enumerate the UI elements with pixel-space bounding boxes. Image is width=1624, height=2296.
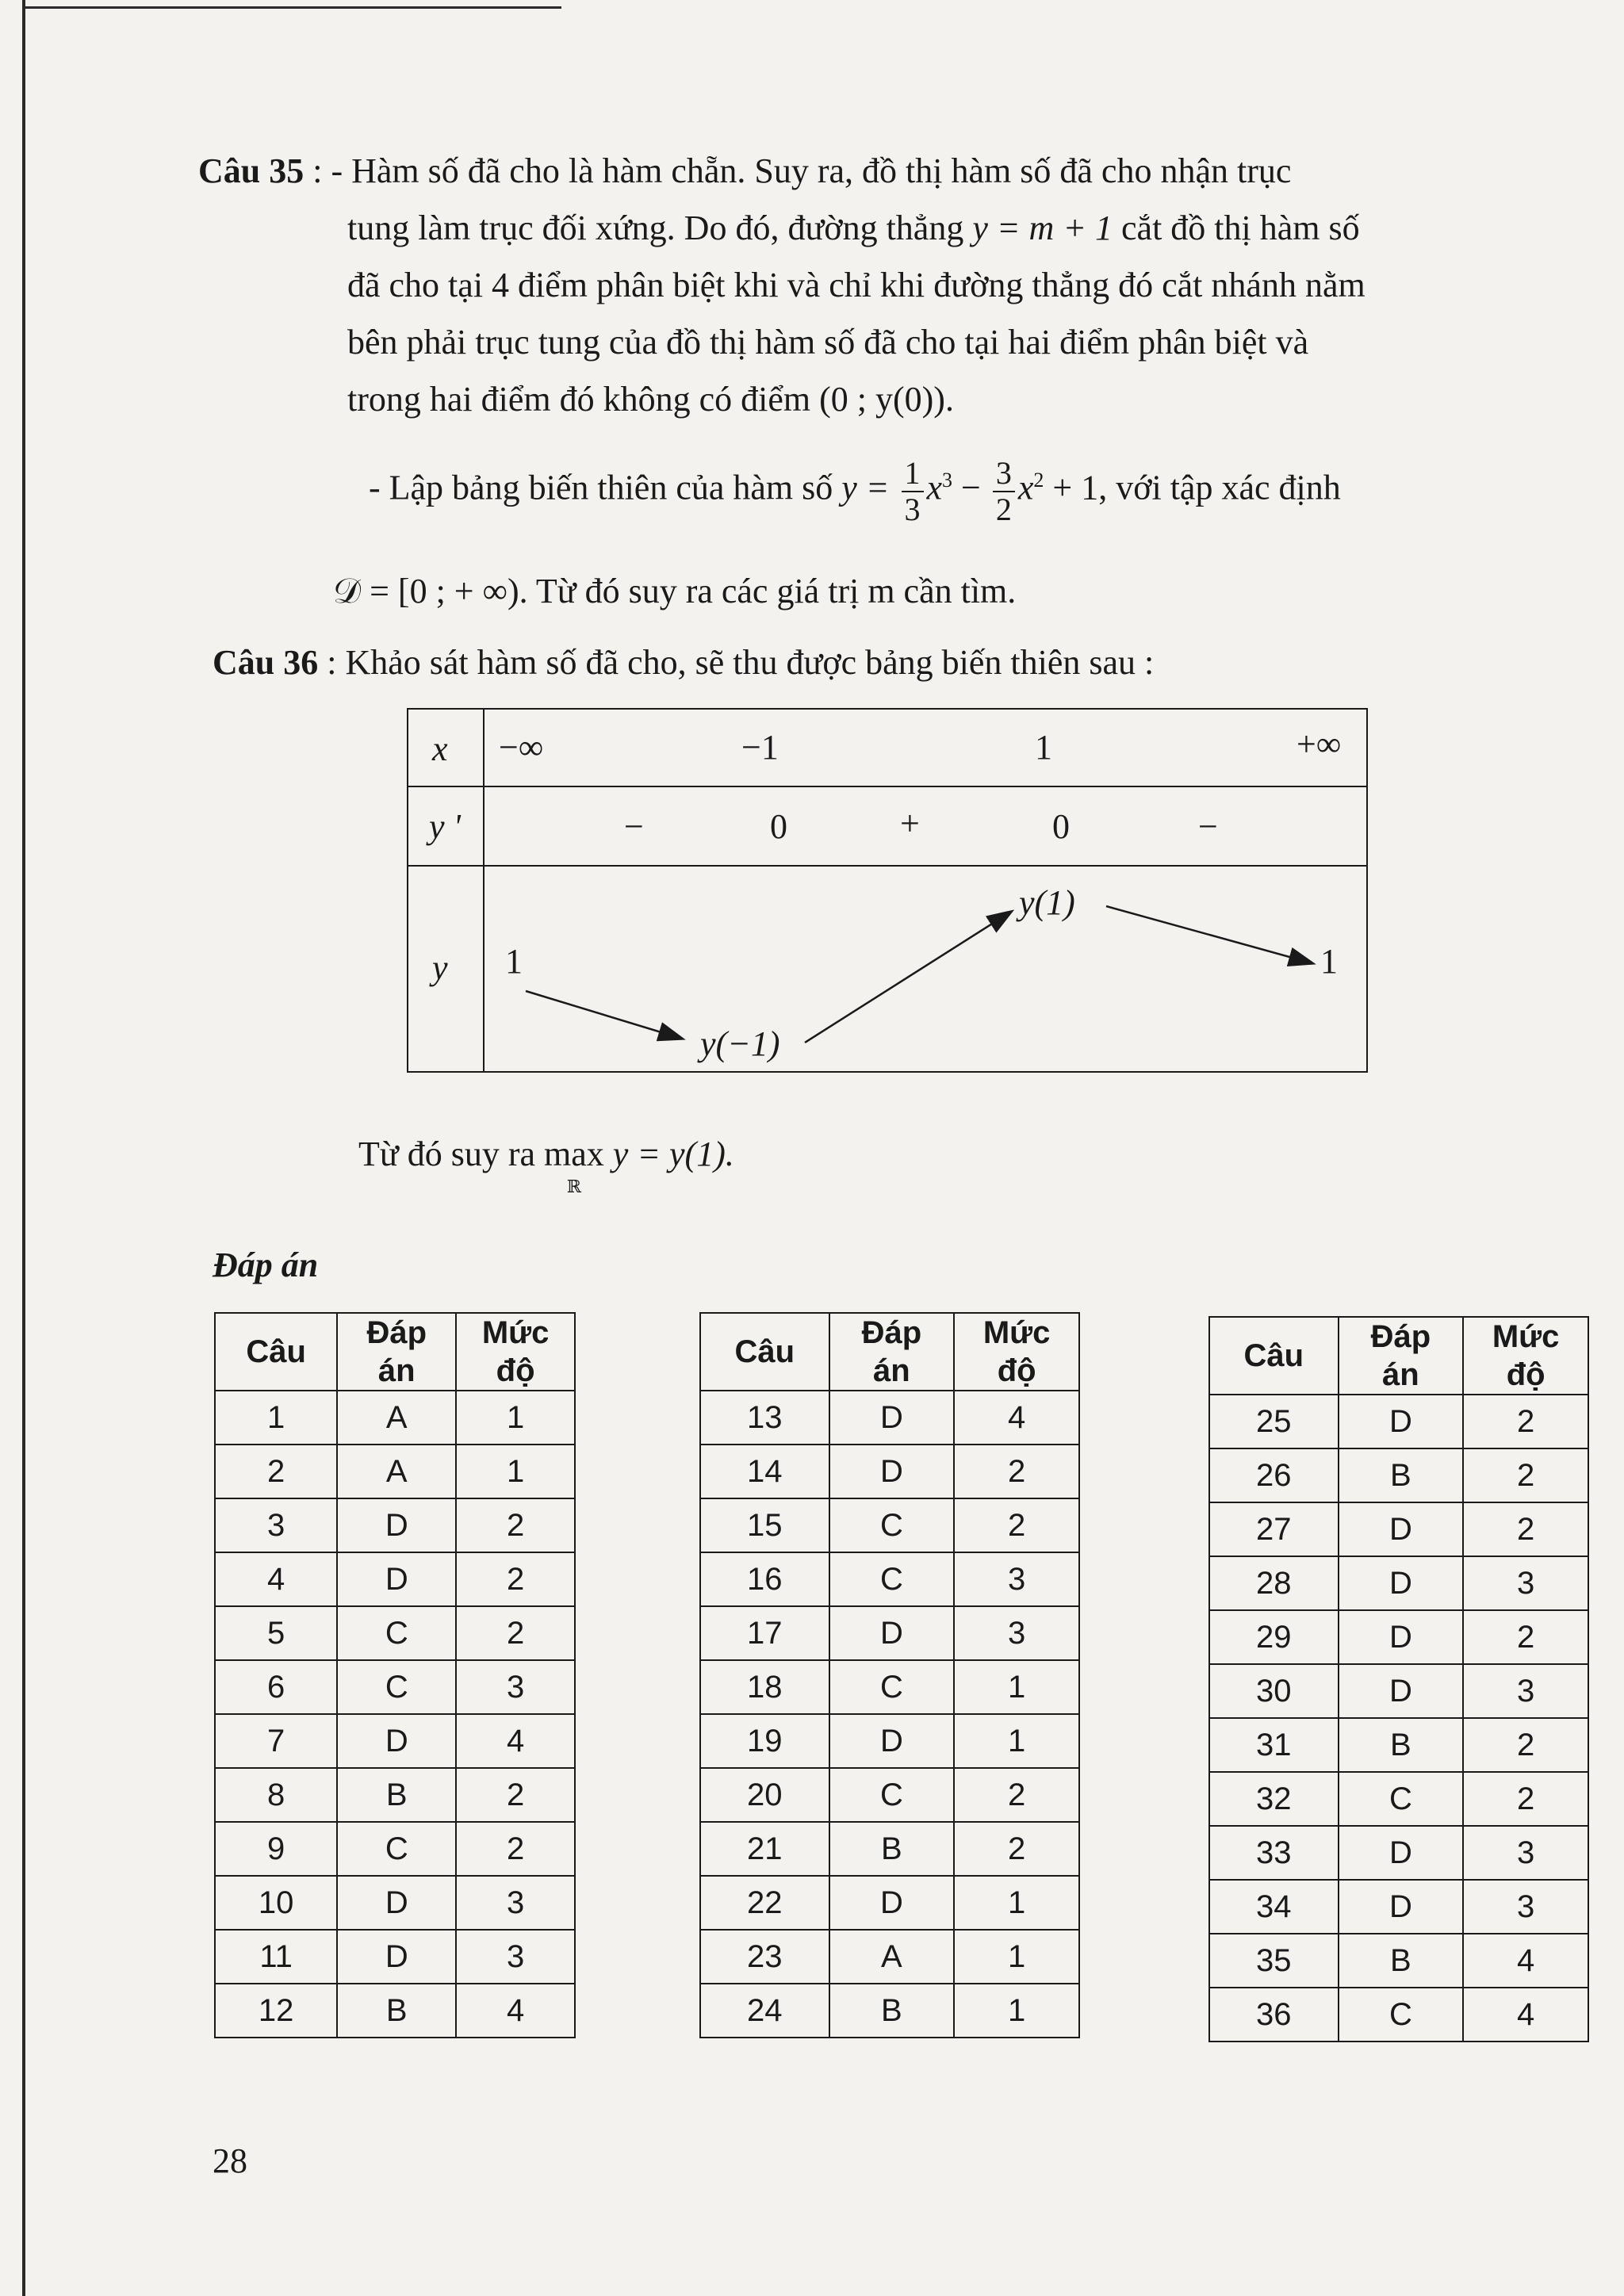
- answer-letter: C: [1339, 1988, 1464, 2042]
- table-row: [215, 1768, 575, 1822]
- vt-y-max: y(1): [1019, 883, 1075, 922]
- question-number: 1: [215, 1391, 337, 1445]
- difficulty-level: 3: [954, 1552, 1079, 1606]
- col-header-muc: Mức: [1492, 1319, 1560, 1354]
- vt-y-min: y(−1): [700, 1024, 780, 1063]
- answer-letter: D: [337, 1930, 456, 1984]
- table-row: [700, 1822, 1079, 1876]
- table-row: [215, 1714, 575, 1768]
- col-header-cau: Câu: [700, 1313, 829, 1391]
- difficulty-level: 1: [954, 1876, 1079, 1930]
- answer-table-2: [699, 1312, 1080, 2038]
- q35-label: Câu 35: [198, 151, 304, 190]
- question-number: 24: [700, 1984, 829, 2038]
- answer-table-1: [214, 1312, 576, 2038]
- table-row: [1209, 1502, 1588, 1556]
- col-header-dap: Đáp: [366, 1315, 427, 1350]
- col-header-dap-an: [829, 1313, 955, 1391]
- difficulty-level: 1: [954, 1984, 1079, 2038]
- answer-letter: C: [829, 1768, 955, 1822]
- answer-letter: B: [1339, 1448, 1464, 1502]
- answer-letter: D: [337, 1714, 456, 1768]
- answer-table-2-body: [700, 1391, 1079, 2038]
- vt-yp-minus-1: −: [624, 807, 644, 846]
- question-number: 20: [700, 1768, 829, 1822]
- vt-x-neg-one: −1: [741, 728, 779, 767]
- vt-label-y: y: [432, 948, 448, 987]
- question-number: 19: [700, 1714, 829, 1768]
- table-row: [215, 1876, 575, 1930]
- difficulty-level: 3: [456, 1930, 575, 1984]
- frac2-num: 3: [993, 456, 1015, 492]
- question-number: 30: [1209, 1664, 1339, 1718]
- question-number: 12: [215, 1984, 337, 2038]
- col-header-an: án: [873, 1353, 910, 1388]
- frac1-den: 3: [904, 491, 921, 527]
- answer-letter: C: [337, 1660, 456, 1714]
- difficulty-level: 2: [456, 1822, 575, 1876]
- difficulty-level: 2: [954, 1445, 1079, 1498]
- answer-letter: C: [829, 1498, 955, 1552]
- minus-sign: −: [952, 468, 990, 507]
- answer-letter: D: [829, 1714, 955, 1768]
- vt-yp-plus: +: [900, 804, 920, 843]
- difficulty-level: 2: [1463, 1772, 1588, 1826]
- vt-x-pos-inf: +∞: [1297, 725, 1342, 763]
- difficulty-level: 3: [1463, 1880, 1588, 1934]
- answer-letter: D: [1339, 1395, 1464, 1448]
- col-header-an: án: [377, 1353, 416, 1388]
- table-row: [700, 1930, 1079, 1984]
- q35-line2: [347, 200, 1360, 257]
- answer-letter: C: [337, 1606, 456, 1660]
- vt-label-x: x: [432, 729, 448, 768]
- difficulty-level: 2: [1463, 1395, 1588, 1448]
- difficulty-level: 4: [456, 1714, 575, 1768]
- answer-letter: D: [337, 1876, 456, 1930]
- difficulty-level: 3: [456, 1876, 575, 1930]
- question-number: 34: [1209, 1880, 1339, 1934]
- q35-line2-text-a: tung làm trục đối xứng. Do đó, đường thẳng: [347, 209, 973, 247]
- difficulty-level: 2: [954, 1498, 1079, 1552]
- question-number: 23: [700, 1930, 829, 1984]
- vt-label-yprime: y ': [429, 807, 461, 846]
- question-number: 29: [1209, 1610, 1339, 1664]
- answer-letter: D: [829, 1606, 955, 1660]
- vt-yp-zero-2: 0: [1052, 807, 1070, 846]
- answer-letter: D: [829, 1445, 955, 1498]
- difficulty-level: 3: [1463, 1556, 1588, 1610]
- q36-conclusion-a: Từ đó suy ra: [358, 1135, 545, 1173]
- difficulty-level: 3: [1463, 1664, 1588, 1718]
- question-number: 21: [700, 1822, 829, 1876]
- table-row: [1209, 1610, 1588, 1664]
- col-header-dap-an: [337, 1313, 456, 1391]
- table-row: [215, 1445, 575, 1498]
- question-number: 2: [215, 1445, 337, 1498]
- question-number: 28: [1209, 1556, 1339, 1610]
- vt-yp-zero-1: 0: [770, 807, 787, 846]
- question-number: 32: [1209, 1772, 1339, 1826]
- difficulty-level: 2: [1463, 1502, 1588, 1556]
- question-number: 8: [215, 1768, 337, 1822]
- col-header-an: án: [1382, 1357, 1419, 1392]
- answer-letter: D: [1339, 1664, 1464, 1718]
- var-x2: x: [1017, 468, 1034, 507]
- answer-letter: C: [337, 1822, 456, 1876]
- difficulty-level: 1: [456, 1445, 575, 1498]
- table-row: [1209, 1934, 1588, 1988]
- table-row: [215, 1660, 575, 1714]
- difficulty-level: 4: [456, 1984, 575, 2038]
- q35-line4: bên phải trục tung của đồ thị hàm số đã cho tại hai điểm phân biệt và: [347, 323, 1309, 362]
- table-row: [700, 1714, 1079, 1768]
- table-row: [1209, 1395, 1588, 1448]
- q35-line2-text-b: cắt đồ thị hàm số: [1113, 209, 1360, 247]
- table-row: [215, 1822, 575, 1876]
- col-header-do: độ: [1506, 1357, 1545, 1392]
- col-header-dap-an: [1339, 1317, 1464, 1395]
- fraction-three-halves: [993, 456, 1015, 527]
- question-number: 16: [700, 1552, 829, 1606]
- answer-letter: B: [337, 1984, 456, 2038]
- col-header-dap: Đáp: [861, 1315, 922, 1350]
- difficulty-level: 1: [954, 1930, 1079, 1984]
- table-row: [215, 1552, 575, 1606]
- question-number: 14: [700, 1445, 829, 1498]
- table-row: [1209, 1448, 1588, 1502]
- q35-line6-y: y =: [841, 468, 890, 507]
- table-row: [1209, 1826, 1588, 1880]
- difficulty-level: 1: [954, 1660, 1079, 1714]
- answer-table-3-body: [1209, 1395, 1588, 2042]
- question-number: 35: [1209, 1934, 1339, 1988]
- question-number: 5: [215, 1606, 337, 1660]
- table-row: [700, 1984, 1079, 2038]
- max-word: max: [544, 1135, 604, 1173]
- q36-label: Câu 36: [213, 643, 319, 682]
- difficulty-level: 2: [1463, 1448, 1588, 1502]
- arrow-up: [805, 912, 1011, 1043]
- vt-yp-minus-2: −: [1198, 807, 1218, 846]
- col-header-do: độ: [997, 1353, 1036, 1388]
- vt-arrows: [408, 710, 1369, 1074]
- col-header-do: độ: [496, 1353, 535, 1388]
- frac1-num: 1: [902, 456, 924, 492]
- answer-letter: B: [337, 1768, 456, 1822]
- answer-letter: D: [829, 1391, 955, 1445]
- vt-y-end: 1: [1320, 942, 1338, 981]
- table-row: [1209, 1772, 1588, 1826]
- question-number: 18: [700, 1660, 829, 1714]
- arrow-down-2: [1106, 906, 1312, 963]
- question-number: 26: [1209, 1448, 1339, 1502]
- table-row: [700, 1445, 1079, 1498]
- answers-heading: Đáp án: [213, 1246, 319, 1284]
- fraction-one-third: [902, 456, 924, 527]
- question-number: 7: [215, 1714, 337, 1768]
- exp3: 3: [942, 469, 953, 492]
- question-number: 11: [215, 1930, 337, 1984]
- difficulty-level: 4: [1463, 1988, 1588, 2042]
- answer-letter: A: [337, 1391, 456, 1445]
- q35-line3: đã cho tại 4 điểm phân biệt khi và chỉ khi đường thẳng đó cắt nhánh nằm: [347, 266, 1365, 304]
- table-row: [1209, 1556, 1588, 1610]
- question-number: 13: [700, 1391, 829, 1445]
- answer-letter: D: [337, 1552, 456, 1606]
- answer-letter: D: [1339, 1610, 1464, 1664]
- difficulty-level: 1: [954, 1714, 1079, 1768]
- q35-line6: [369, 452, 1341, 527]
- difficulty-level: 1: [456, 1391, 575, 1445]
- question-number: 9: [215, 1822, 337, 1876]
- exp2: 2: [1033, 469, 1044, 492]
- table-row: [1209, 1880, 1588, 1934]
- table-row: [215, 1930, 575, 1984]
- answer-letter: C: [829, 1552, 955, 1606]
- difficulty-level: 2: [456, 1606, 575, 1660]
- col-header-cau: Câu: [1209, 1317, 1339, 1395]
- difficulty-level: 3: [954, 1606, 1079, 1660]
- answer-letter: D: [1339, 1880, 1464, 1934]
- table-row: [215, 1391, 575, 1445]
- question-number: 6: [215, 1660, 337, 1714]
- table-row: [700, 1552, 1079, 1606]
- page-number: 28: [213, 2141, 247, 2180]
- answer-letter: A: [337, 1445, 456, 1498]
- col-header-dap: Đáp: [1370, 1319, 1431, 1354]
- difficulty-level: 2: [456, 1552, 575, 1606]
- difficulty-level: 2: [456, 1498, 575, 1552]
- col-header-muc: Mức: [982, 1315, 1051, 1350]
- answer-table-1-body: [215, 1391, 575, 2038]
- difficulty-level: 2: [1463, 1718, 1588, 1772]
- vt-x-one: 1: [1035, 728, 1052, 767]
- difficulty-level: 3: [456, 1660, 575, 1714]
- difficulty-level: 4: [954, 1391, 1079, 1445]
- table-row: [1209, 1718, 1588, 1772]
- answer-letter: B: [1339, 1934, 1464, 1988]
- table-row: [215, 1606, 575, 1660]
- question-number: 15: [700, 1498, 829, 1552]
- col-header-muc-do: [1463, 1317, 1588, 1395]
- difficulty-level: 3: [1463, 1826, 1588, 1880]
- question-number: 22: [700, 1876, 829, 1930]
- max-domain: ℝ: [566, 1177, 582, 1196]
- question-number: 3: [215, 1498, 337, 1552]
- difficulty-level: 2: [456, 1768, 575, 1822]
- question-number: 10: [215, 1876, 337, 1930]
- table-row: [1209, 1988, 1588, 2042]
- difficulty-level: 2: [954, 1822, 1079, 1876]
- q36-line: [213, 634, 1154, 691]
- question-number: 17: [700, 1606, 829, 1660]
- question-number: 36: [1209, 1988, 1339, 2042]
- question-number: 27: [1209, 1502, 1339, 1556]
- answer-letter: A: [829, 1930, 955, 1984]
- question-number: 33: [1209, 1826, 1339, 1880]
- table-row: [700, 1498, 1079, 1552]
- q35-line6-text-b: với tập xác định: [1107, 468, 1341, 507]
- q35-line5: trong hai điểm đó không có điểm (0 ; y(0)).: [347, 380, 954, 419]
- difficulty-level: 4: [1463, 1934, 1588, 1988]
- table-row: [700, 1876, 1079, 1930]
- vt-x-neg-inf: −∞: [499, 728, 544, 767]
- frac2-den: 2: [995, 491, 1012, 527]
- question-number: 25: [1209, 1395, 1339, 1448]
- q36-conclusion-b: y = y(1).: [603, 1135, 734, 1173]
- answer-letter: D: [829, 1876, 955, 1930]
- answer-letter: D: [1339, 1826, 1464, 1880]
- col-header-muc-do: [954, 1313, 1079, 1391]
- col-header-muc: Mức: [481, 1315, 550, 1350]
- answer-letter: D: [1339, 1556, 1464, 1610]
- q36-conclusion: [358, 1126, 734, 1196]
- q35-line1: [198, 143, 1291, 200]
- col-header-muc-do: [456, 1313, 575, 1391]
- table-row: [700, 1768, 1079, 1822]
- page-border-left: [22, 0, 25, 2296]
- variation-table: [407, 708, 1368, 1073]
- q35-line1-text: : - Hàm số đã cho là hàm chẵn. Suy ra, đồ thị hàm số đã cho nhận trục: [312, 151, 1292, 190]
- var-x3: x: [926, 468, 943, 507]
- page-border-top: [22, 6, 561, 9]
- answer-letter: B: [1339, 1718, 1464, 1772]
- difficulty-level: 2: [954, 1768, 1079, 1822]
- answer-table-3: [1208, 1316, 1589, 2042]
- max-operator: [544, 1126, 604, 1196]
- plus-one: + 1,: [1044, 468, 1108, 507]
- answer-letter: B: [829, 1984, 955, 2038]
- vt-y-start: 1: [505, 942, 523, 981]
- q35-line7: 𝒟 = [0 ; + ∞). Từ đó suy ra các giá trị m cần tìm.: [333, 572, 1017, 610]
- table-row: [1209, 1664, 1588, 1718]
- answer-letter: C: [829, 1660, 955, 1714]
- q36-text: : Khảo sát hàm số đã cho, sẽ thu được bảng biến thiên sau :: [318, 643, 1155, 682]
- q35-line2-equation: y = m + 1: [972, 209, 1113, 247]
- col-header-cau: Câu: [215, 1313, 337, 1391]
- table-row: [215, 1498, 575, 1552]
- difficulty-level: 2: [1463, 1610, 1588, 1664]
- answer-letter: D: [337, 1498, 456, 1552]
- table-row: [700, 1391, 1079, 1445]
- table-row: [700, 1660, 1079, 1714]
- arrow-down-1: [526, 991, 682, 1039]
- q35-line6-text-a: - Lập bảng biến thiên của hàm số: [369, 468, 842, 507]
- answer-letter: D: [1339, 1502, 1464, 1556]
- table-row: [700, 1606, 1079, 1660]
- answer-letter: B: [829, 1822, 955, 1876]
- answer-letter: C: [1339, 1772, 1464, 1826]
- question-number: 31: [1209, 1718, 1339, 1772]
- table-row: [215, 1984, 575, 2038]
- question-number: 4: [215, 1552, 337, 1606]
